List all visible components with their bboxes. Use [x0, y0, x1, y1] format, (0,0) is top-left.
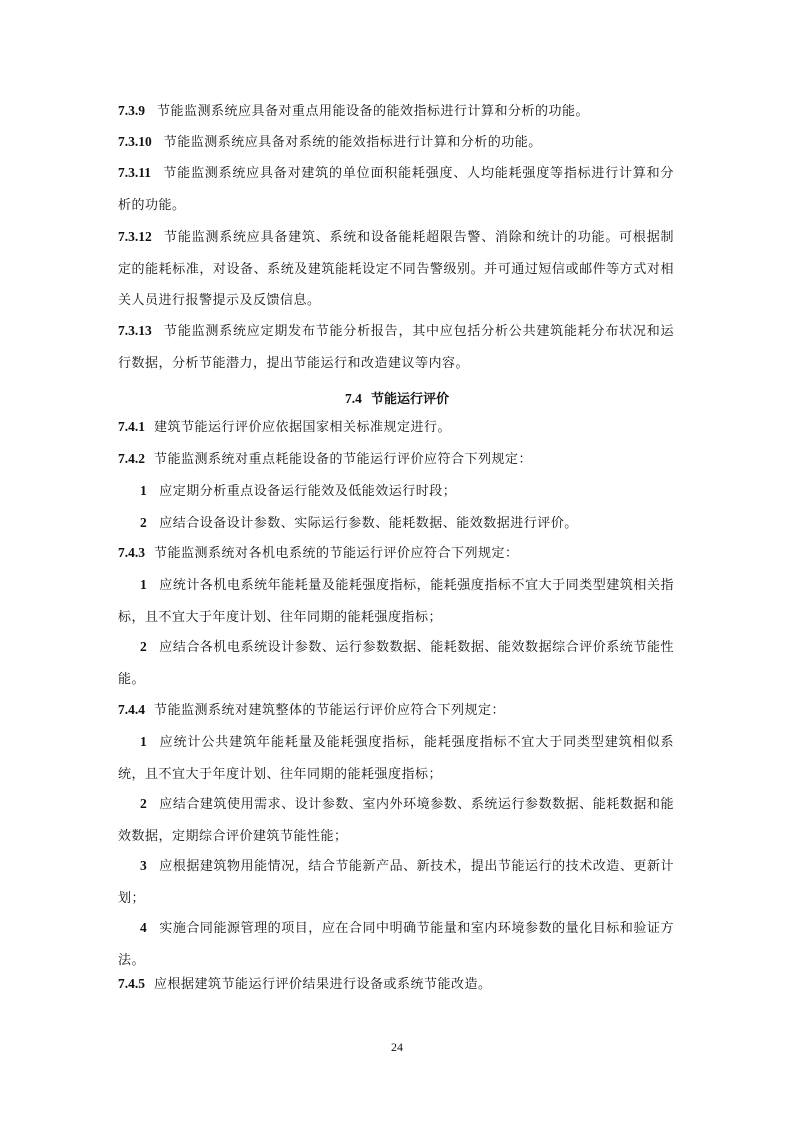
- clause-number: 7.4.5: [118, 976, 145, 991]
- item-number: 2: [140, 515, 148, 530]
- clause-text: 节能监测系统应具备对系统的能效指标进行计算和分析的功能。: [163, 135, 542, 150]
- list-item: [118, 788, 674, 852]
- list-item: [118, 475, 674, 508]
- page-number: 24: [391, 1040, 403, 1054]
- clause-number: 7.3.13: [118, 323, 152, 338]
- clause-7-3-13: [118, 315, 674, 379]
- clause-7-4-4: [118, 694, 674, 727]
- clause-text: 节能监测系统应定期发布节能分析报告，其中应包括分析公共建筑能耗分布状况和运行数据，分析节能潜力，提出节能运行和改造建议等内容。: [118, 324, 674, 371]
- item-number: 2: [140, 639, 148, 654]
- clause-number: 7.4.1: [118, 419, 145, 434]
- item-number: 4: [140, 920, 148, 935]
- section-title: [0, 389, 794, 410]
- clause-text: 节能监测系统应具备对建筑的单位面积能耗强度、人均能耗强度等指标进行计算和分析的功能。: [118, 166, 674, 213]
- clause-number: 7.4.4: [118, 702, 145, 717]
- list-item: [118, 912, 674, 976]
- item-text: 应统计公共建筑年能耗量及能耗强度指标，能耗强度指标不宜大于同类型建筑相似系统，且不宜大于年度计划、往年同期的能耗强度指标；: [118, 735, 674, 782]
- item-text: 应结合各机电系统设计参数、运行参数数据、能耗数据、能效数据综合评价系统节能性能。: [118, 640, 674, 687]
- clause-number: 7.4.3: [118, 545, 145, 560]
- list-item: [118, 507, 674, 540]
- list-item: [118, 631, 674, 695]
- clause-text: 建筑节能运行评价应依据国家相关标准规定进行。: [154, 420, 452, 435]
- clause-number: 7.3.11: [118, 165, 152, 180]
- clause-7-4-5: [118, 968, 674, 1001]
- item-number: 3: [140, 858, 148, 873]
- clause-number: 7.4.2: [118, 451, 145, 466]
- clause-text: 应根据建筑节能运行评价结果进行设备或系统节能改造。: [154, 977, 492, 992]
- clause-7-3-9: [118, 95, 674, 128]
- list-item: [118, 569, 674, 633]
- clause-text: 节能监测系统对各机电系统的节能运行评价应符合下列规定：: [154, 546, 519, 561]
- clause-7-4-1: [118, 411, 674, 444]
- clause-7-3-10: [118, 126, 674, 159]
- clause-7-3-11: [118, 157, 674, 221]
- list-item: [118, 850, 674, 914]
- section-number: 7.4: [345, 391, 362, 406]
- item-text: 应统计各机电系统年能耗量及能耗强度指标，能耗强度指标不宜大于同类型建筑相关指标，且不宜大于年度计划、往年同期的能耗强度指标；: [118, 578, 674, 625]
- clause-7-3-12: [118, 221, 674, 317]
- clause-text: 节能监测系统应具备建筑、系统和设备能耗超限告警、消除和统计的功能。可根据制定的能耗标准，对设备、系统及建筑能耗设定不同告警级别。并可通过短信或邮件等方式对相关人员进行报警提示及反馈信息。: [118, 230, 674, 308]
- item-number: 1: [140, 734, 148, 749]
- clause-number: 7.3.12: [118, 229, 152, 244]
- item-number: 2: [140, 796, 148, 811]
- item-text: 应根据建筑物用能情况，结合节能新产品、新技术，提出节能运行的技术改造、更新计划；: [118, 859, 674, 906]
- item-number: 1: [140, 483, 148, 498]
- clause-number: 7.3.9: [118, 103, 145, 118]
- item-text: 应定期分析重点设备运行能效及低能效运行时段；: [159, 484, 457, 499]
- clause-text: 节能监测系统对建筑整体的节能运行评价应符合下列规定：: [154, 703, 506, 718]
- item-number: 1: [140, 577, 148, 592]
- clause-7-4-3: [118, 537, 674, 570]
- clause-text: 节能监测系统对重点耗能设备的节能运行评价应符合下列规定：: [154, 452, 533, 467]
- clause-7-4-2: [118, 443, 674, 476]
- clause-text: 节能监测系统应具备对重点用能设备的能效指标进行计算和分析的功能。: [157, 104, 590, 119]
- clause-number: 7.3.10: [118, 134, 152, 149]
- item-text: 应结合建筑使用需求、设计参数、室内外环境参数、系统运行参数数据、能耗数据和能效数据，定期综合评价建筑节能性能；: [118, 797, 674, 844]
- item-text: 实施合同能源管理的项目，应在合同中明确节能量和室内环境参数的量化目标和验证方法。: [118, 921, 674, 968]
- section-title-text: 节能运行评价: [370, 392, 449, 407]
- list-item: [118, 726, 674, 790]
- item-text: 应结合设备设计参数、实际运行参数、能耗数据、能效数据进行评价。: [159, 516, 578, 531]
